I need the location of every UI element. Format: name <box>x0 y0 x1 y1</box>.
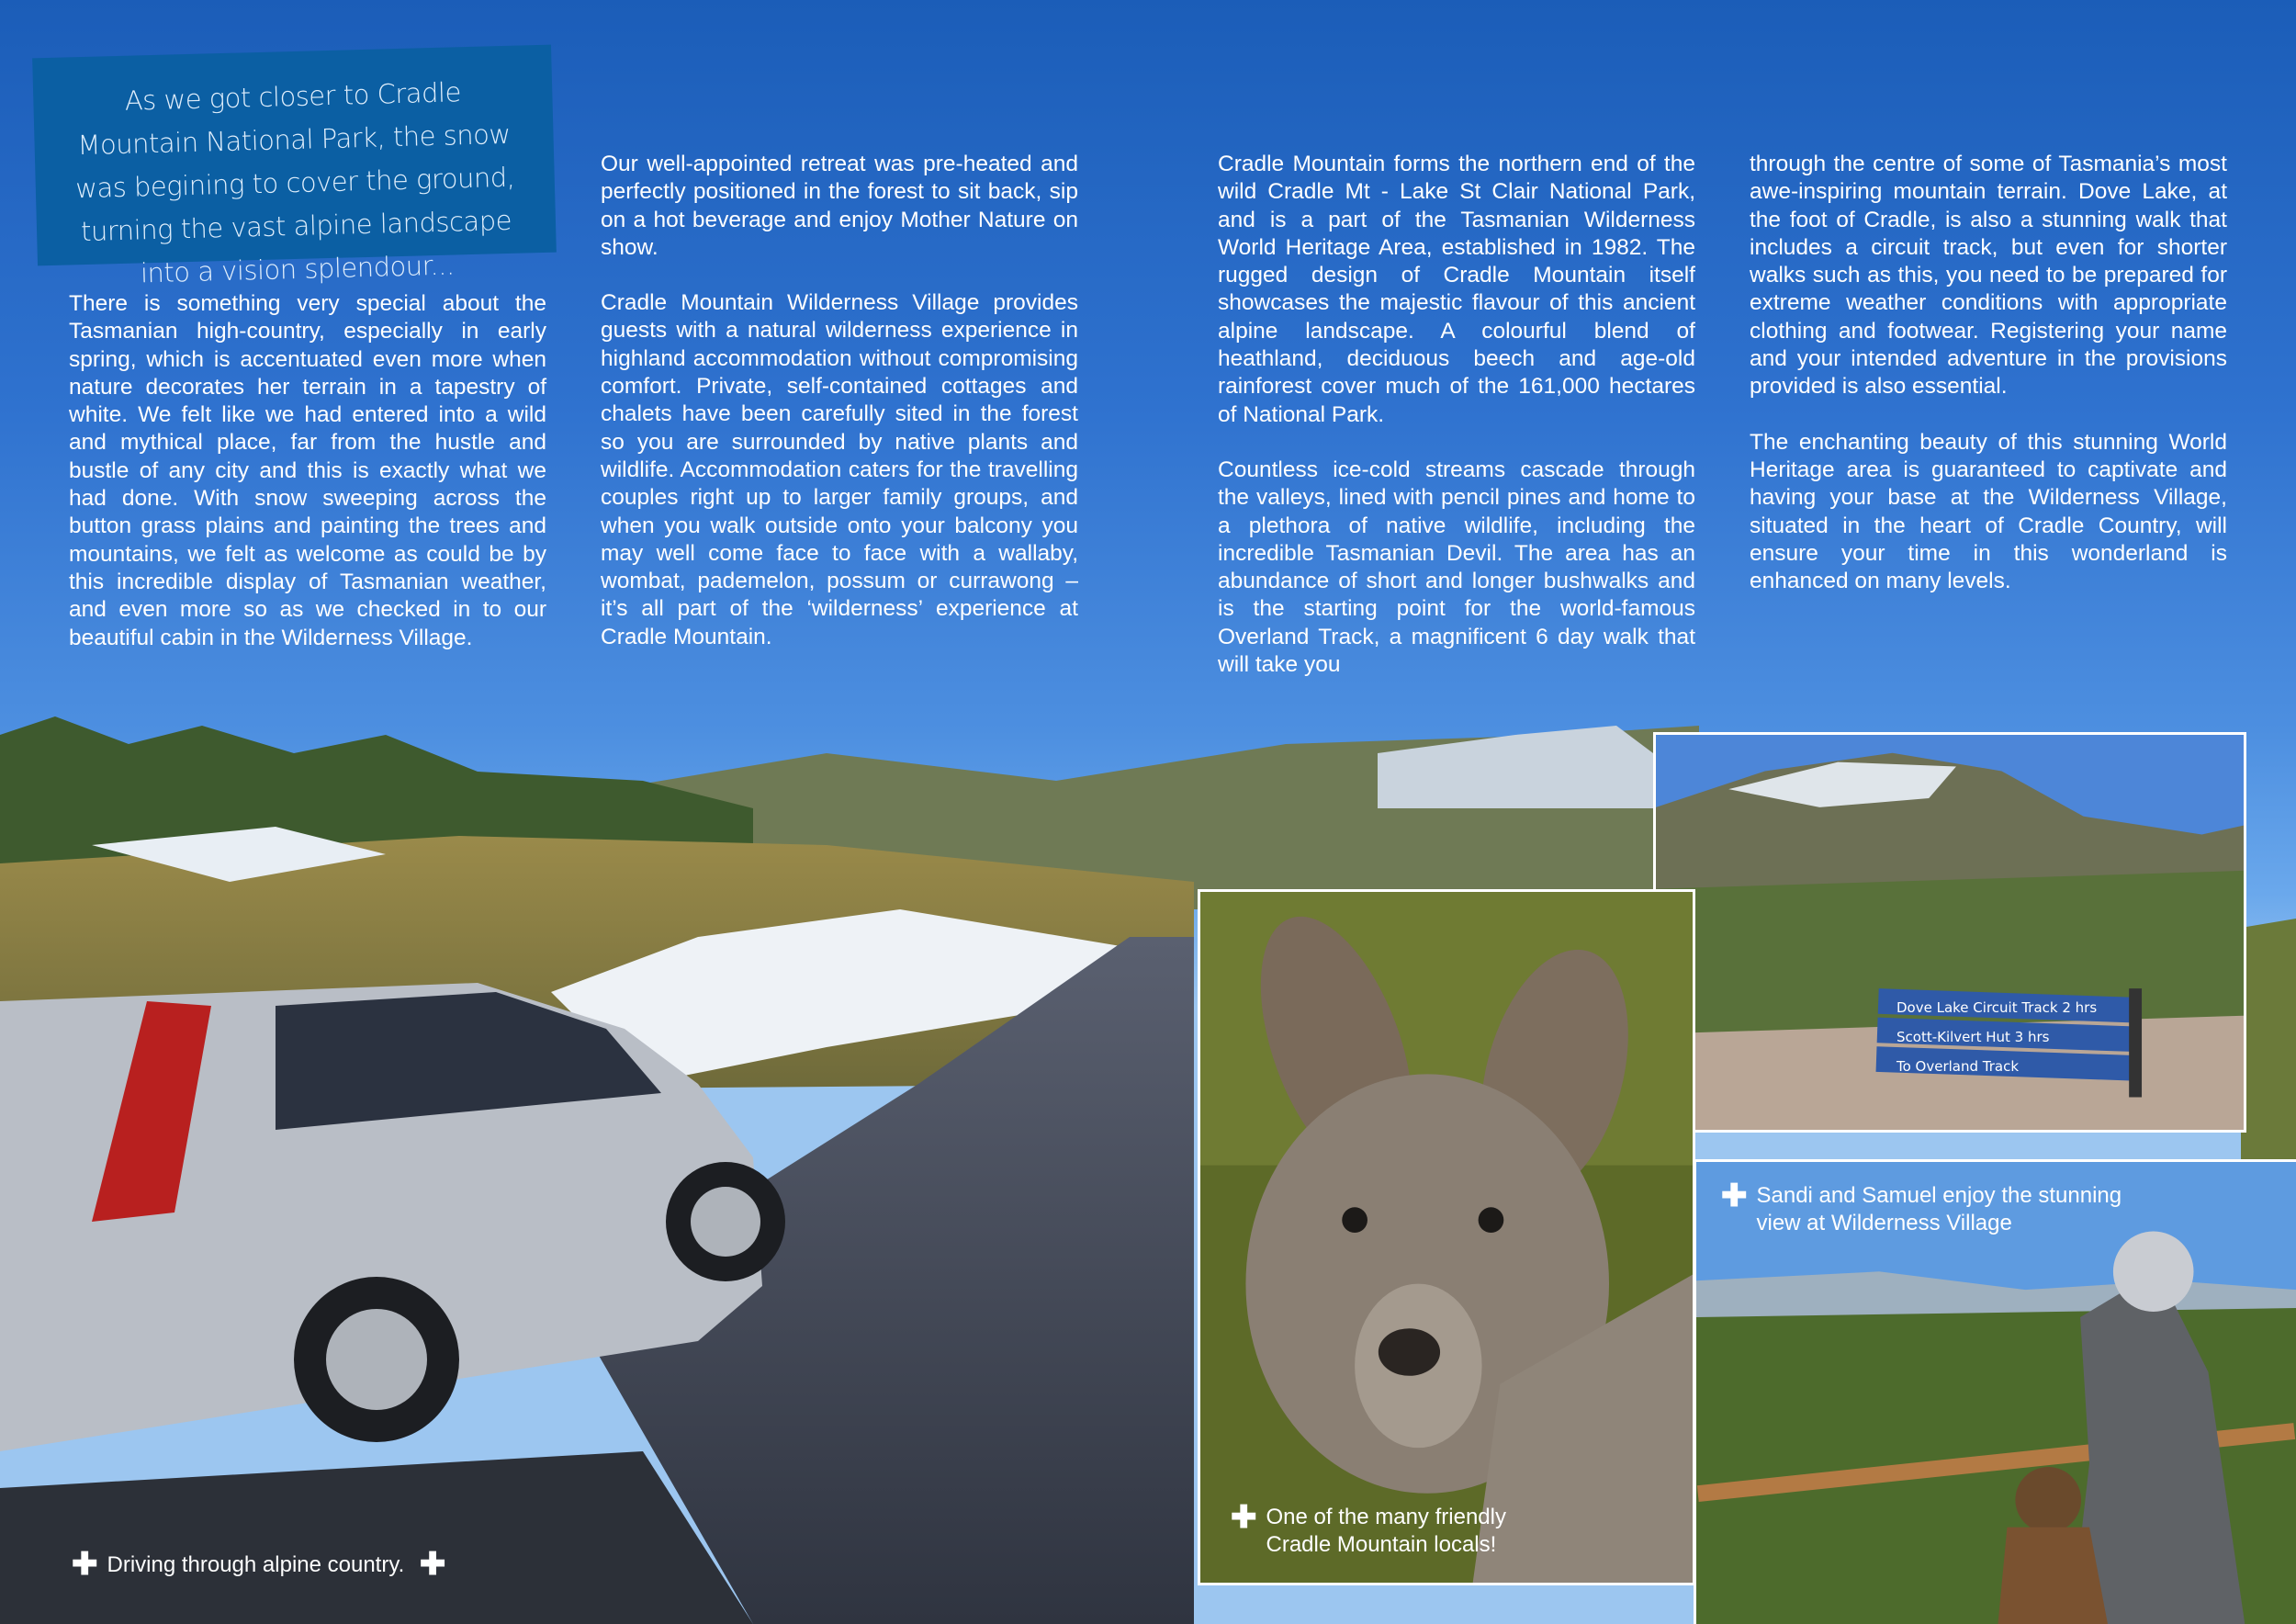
pull-quote: As we got closer to Cradle Mountain National Park, the snow was begining to cover the ground, turning the vast alpine landscape into a vision splendour... <box>32 45 557 266</box>
caption-text: Driving through alpine country. <box>107 1552 405 1577</box>
paragraph: The enchanting beauty of this stunning World Heritage area is guaranteed to captivate and having your base at the Wilderness Village, situated in the heart of Cradle Country, will ensure your time in this wonderland is enhanced on many levels. <box>1750 429 2227 594</box>
text-column-4 <box>1750 151 2227 623</box>
paragraph: Cradle Mountain forms the northern end of the wild Cradle Mt - Lake St Clair National Park, and is a part of the Tasmanian Wilderness World Heritage Area, established in 1982. The rugged design of Cradle Mountain itself showcases the majestic flavour of this ancient alpine landscape. A colourful blend of heathland, deciduous beech and age-old rainforest cover much of the 161,000 hectares of National Park. <box>1218 152 1695 427</box>
sign-line: To Overland Track <box>1896 1058 2020 1075</box>
sign-line: Dove Lake Circuit Track 2 hrs <box>1896 999 2098 1016</box>
paragraph: Cradle Mountain Wilderness Village provides guests with a natural wilderness experience in highland accommodation without compromising comfort. Private, self-contained cottages and chalets have been carefully sited in the forest so you are surrounded by native plants and wildlife. Accommodation caters for the travelling couples right up to larger family groups, and when you walk outside onto your balcony you may well come face to face with a wallaby, wombat, pademelon, possum or currawong – it’s all part of the ‘wilderness’ experience at Cradle Mountain. <box>601 290 1078 649</box>
trail-sign-photo <box>1653 732 2246 1133</box>
paragraph: through the centre of some of Tasmania’s most awe-inspiring mountain terrain. Dove Lake, at the foot of Cradle, is also a stunning walk that includes a circuit track, but even for shorter walks such as this, you need to be prepared for extreme weather conditions with appropriate clothing and footwear. Registering your name and your intended adventure in the provisions provided is also essential. <box>1750 152 2227 400</box>
paragraph: Countless ice-cold streams cascade through the valleys, lined with pencil pines and home to a plethora of native wildlife, including the incredible Tasmanian Devil. The area has an abundance of short and longer bushwalks and is the starting point for the world-famous Overland Track, a magnificent 6 day walk that will take you <box>1218 457 1695 678</box>
cross-icon: ✚ <box>1231 1500 1257 1535</box>
sign-line: Scott-Kilvert Hut 3 hrs <box>1896 1029 2050 1045</box>
text-column-3 <box>1218 151 1695 706</box>
paragraph: Our well-appointed retreat was pre-heated and perfectly positioned in the forest to sit back, sip on a hot beverage and enjoy Mother Nature on show. <box>601 152 1078 260</box>
caption-view <box>1721 1179 2180 1237</box>
trail-sign <box>1896 993 2097 1081</box>
wallaby-photo <box>1198 889 1695 1585</box>
caption-text: One of the many friendly Cradle Mountain locals! <box>1266 1505 1506 1557</box>
text-column-1 <box>69 290 546 680</box>
cross-icon: ✚ <box>72 1547 98 1582</box>
cross-icon: ✚ <box>1721 1179 1748 1213</box>
cross-icon: ✚ <box>419 1547 446 1582</box>
paragraph: There is something very special about the Tasmanian high-country, especially in early spring, which is accentuated even more when nature decorates her terrain in a tapestry of white. We felt like we had entered into a wild and mythical place, far from the hustle and bustle of any city and this is exactly what we had done. With snow sweeping across the button grass plains and painting the trees and mountains, we felt as welcome as could be by this incredible display of Tasmanian weather, and even more so as we checked in to our beautiful cabin in the Wilderness Village. <box>69 291 546 650</box>
caption-wallaby <box>1231 1500 1580 1559</box>
caption-car <box>72 1547 455 1582</box>
caption-text: Sandi and Samuel enjoy the stunning view at Wilderness Village <box>1756 1183 2122 1235</box>
text-column-2 <box>601 151 1078 679</box>
